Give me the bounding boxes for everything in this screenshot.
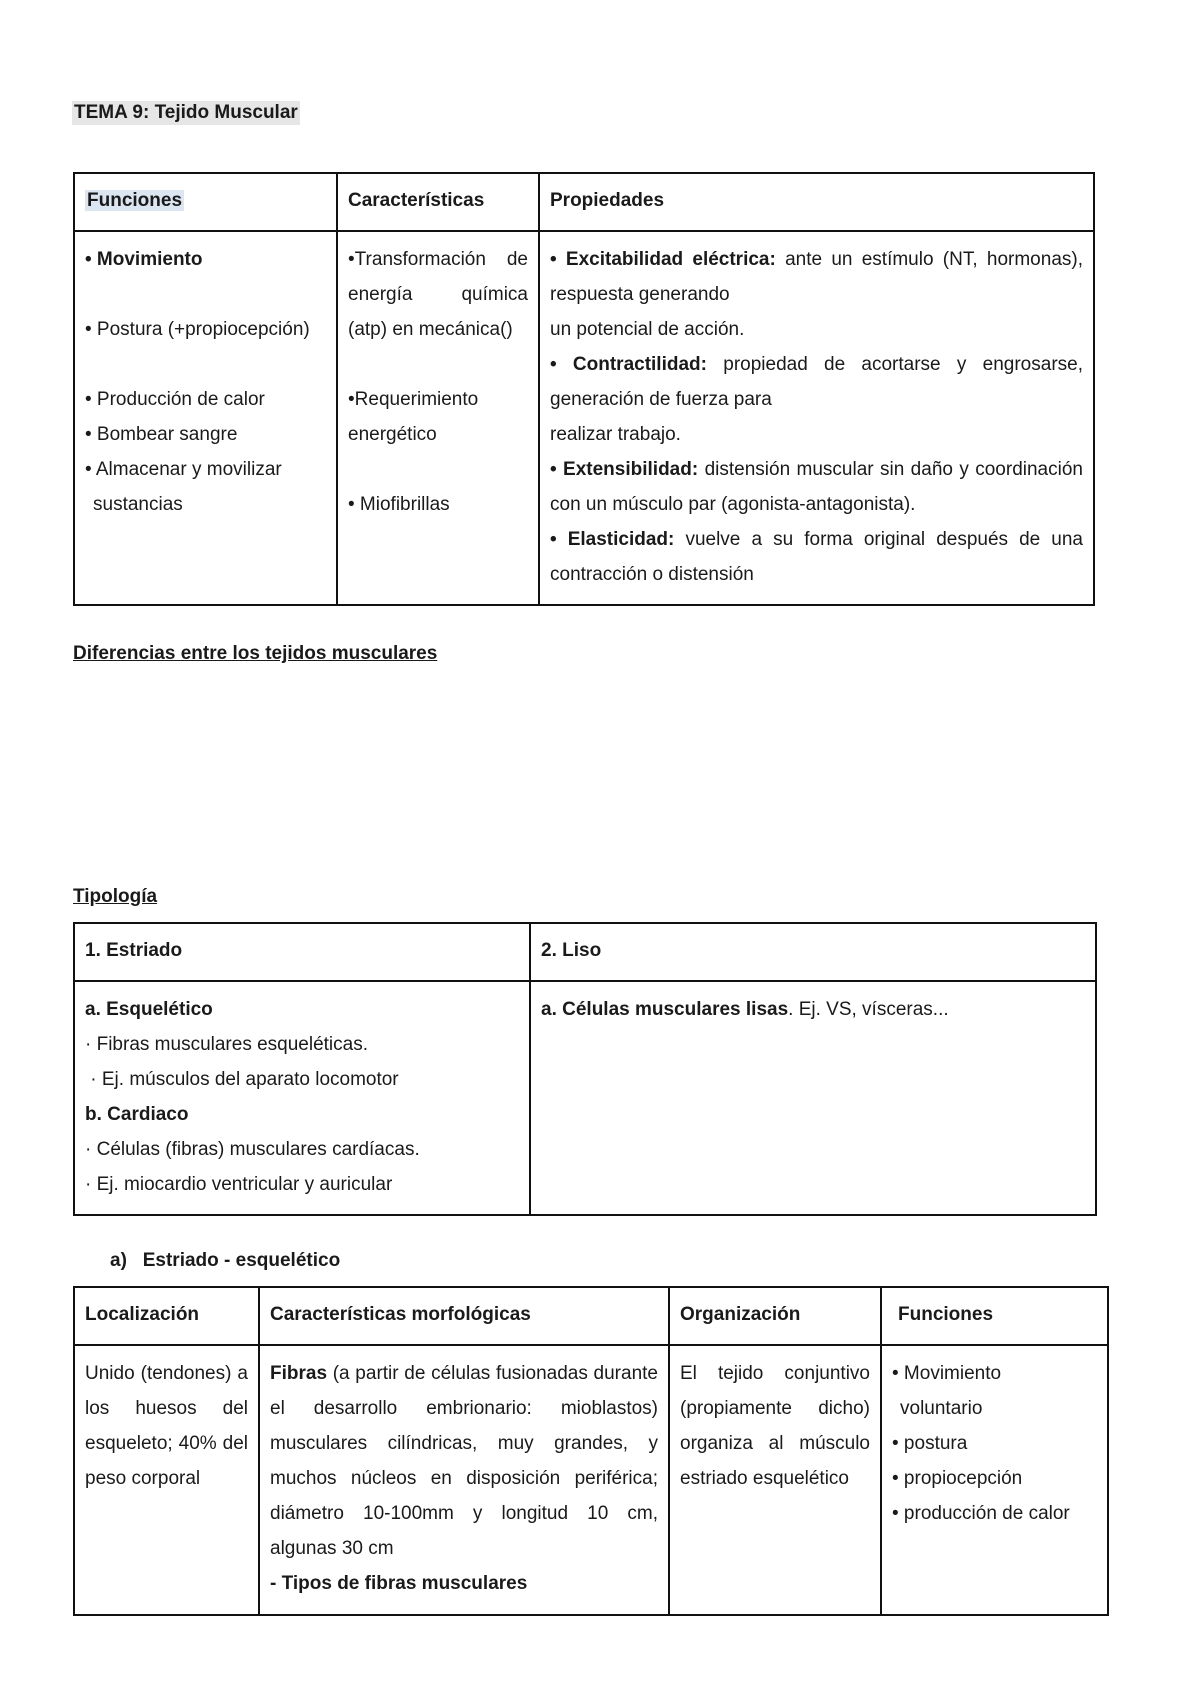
caracteristica-item: •Requerimiento energético [348, 389, 479, 445]
organizacion-cell: El tejido conjuntivo (propiamente dicho) organiza al músculo estriado esquelético [669, 1345, 881, 1615]
header-estriado: 1. Estriado [74, 923, 530, 981]
funcion-item: voluntario [900, 1398, 983, 1419]
propiedad-item: • Contractilidad: propiedad de acortarse y engrosarse, generación de fuerza para [550, 354, 1083, 410]
functions-table [73, 172, 1095, 606]
liso-item: a. Células musculares lisas. Ej. VS, vísceras... [541, 999, 949, 1020]
funcion-item: • Postura (+propiocepción) [85, 319, 310, 340]
funcion-item: • Producción de calor [85, 389, 265, 410]
header-caracteristicas: Características [337, 173, 539, 231]
header-caracteristicas-morfologicas: Características morfológicas [259, 1287, 669, 1345]
header-organizacion: Organización [669, 1287, 881, 1345]
page-title: TEMA 9: Tejido Muscular [74, 102, 298, 123]
liso-cell [530, 981, 1096, 1215]
localizacion-cell: Unido (tendones) a los huesos del esqueleto; 40% del peso corporal [74, 1345, 259, 1615]
propiedad-extra: realizar trabajo. [550, 424, 681, 445]
cardiaco-item: · Ej. miocardio ventricular y auricular [85, 1174, 393, 1195]
funcion-item: • postura [892, 1433, 968, 1454]
propiedad-item: • Elasticidad: vuelve a su forma original después de una contracción o distensión [550, 529, 1084, 585]
funcion-item: sustancias [93, 494, 183, 515]
subsection-estriado-esqueletico: a) Estriado - esquelético [110, 1250, 341, 1271]
morfologia-text: Fibras (a partir de células fusionadas durante el desarrollo embrionario: mioblastos) musculares cilíndricas, muy grandes, y muchos núcleos en disposición periférica; diámetro 10-100mm y longitud 10 cm, algunas 30 cm [270, 1363, 658, 1559]
caracteristica-item: • Miofibrillas [348, 494, 450, 515]
propiedades-cell [539, 231, 1094, 605]
heading-diferencias: Diferencias entre los tejidos musculares [73, 643, 438, 664]
caracteristica-item: •Transformación de energía química (atp) en mecánica() [348, 249, 528, 340]
funcion-item: • Bombear sangre [85, 424, 238, 445]
esqueletico-item: · Ej. músculos del aparato locomotor [85, 1069, 399, 1090]
caracteristicas-cell [337, 231, 539, 605]
cardiaco-item: · Células (fibras) musculares cardíacas. [85, 1139, 420, 1160]
propiedad-extra: un potencial de acción. [550, 319, 745, 340]
funcion-item: • Almacenar y movilizar [85, 459, 282, 480]
morfologia-cell [259, 1345, 669, 1615]
funciones-cell-2 [881, 1345, 1108, 1615]
tipos-fibras-label: - Tipos de fibras musculares [270, 1573, 528, 1594]
funcion-item: • Movimiento [892, 1363, 1002, 1384]
propiedad-item: • Excitabilidad eléctrica: ante un estímulo (NT, hormonas), respuesta generando [550, 249, 1083, 305]
funciones-cell [74, 231, 337, 605]
estriado-cell [74, 981, 530, 1215]
propiedad-item: • Extensibilidad: distensión muscular sin daño y coordinación con un músculo par (agonista-antagonista). [550, 459, 1083, 515]
header-localizacion: Localización [74, 1287, 259, 1345]
funcion-item: • propiocepción [892, 1468, 1023, 1489]
header-funciones-2: Funciones [881, 1287, 1108, 1345]
header-funciones: Funciones [74, 173, 337, 231]
header-propiedades: Propiedades [539, 173, 1094, 231]
funcion-item: • Movimiento [85, 249, 203, 270]
heading-tipologia: Tipología [73, 886, 158, 907]
funcion-item: • producción de calor [892, 1503, 1070, 1524]
esqueletico-label: a. Esquelético [85, 999, 213, 1020]
esqueletico-item: · Fibras musculares esqueléticas. [85, 1034, 368, 1055]
header-liso: 2. Liso [530, 923, 1096, 981]
tipologia-table [73, 922, 1097, 1216]
cardiaco-label: b. Cardiaco [85, 1104, 189, 1125]
esqueletico-table [73, 1286, 1109, 1616]
